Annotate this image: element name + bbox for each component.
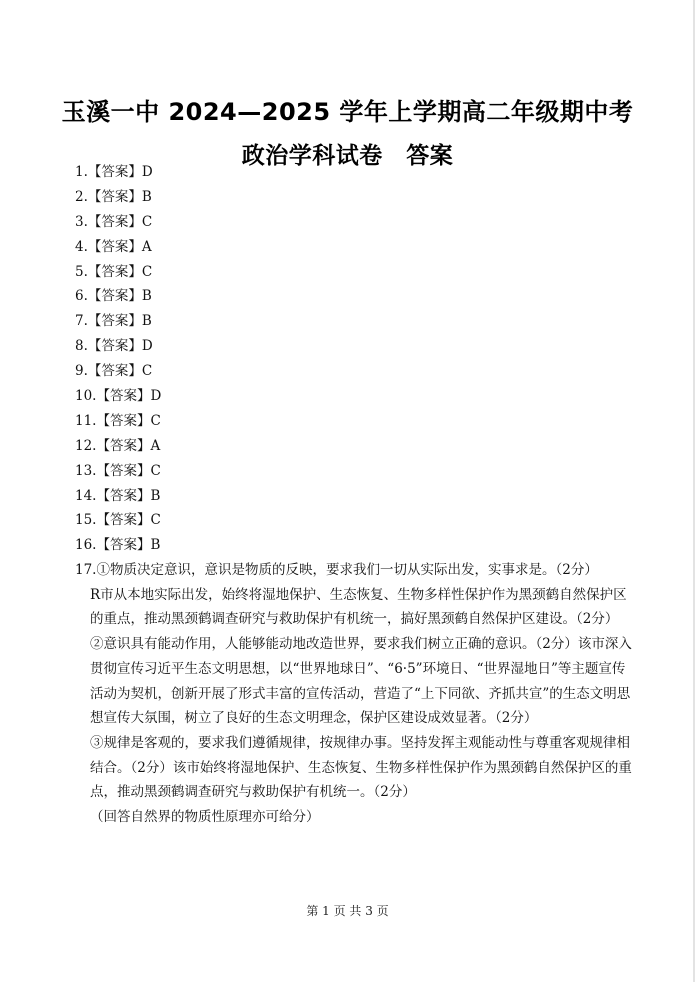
- answer-label: 【答案】: [96, 537, 151, 554]
- answer-label: 【答案】: [96, 437, 151, 454]
- answer-number: 10.: [75, 388, 97, 405]
- answer-item: [75, 459, 161, 484]
- answer-label: 【答案】: [87, 213, 142, 230]
- answer-number: 6.: [75, 288, 88, 305]
- answer-number: 1.: [75, 164, 88, 180]
- answer-list: [75, 160, 161, 558]
- answer-choice: D: [150, 388, 162, 405]
- answer-number: 13.: [75, 462, 97, 479]
- answer-number: 7.: [75, 313, 88, 330]
- answer-number: 5.: [75, 263, 88, 280]
- answer-number: 15.: [75, 512, 97, 529]
- answer-number: 14.: [75, 487, 97, 504]
- answer-label: 【答案】: [96, 388, 151, 405]
- answer-number: 11.: [75, 412, 97, 429]
- q17-point-2: ②意识具有能动作用，人能够能动地改造世界，要求我们树立正确的意识。（2分）该市深入贯彻宣传习近平生态文明思想，以“世界地球日”、“6·5”环境日、“世界湿地日”等主题宣传活动为契机，创新开展了形式丰富的宣传活动，营造了“上下同欲、齐抓共宣”的生态文明思想宣传大氛围，树立了良好的生态文明理念，保护区建设成效显著。（2分）: [90, 636, 632, 727]
- q17-point-3: ③规律是客观的，要求我们遵循规律，按规律办事。坚持发挥主观能动性与尊重客观规律相结合。（2分）该市始终将湿地保护、生态恢复、生物多样性保护作为黑颈鹤自然保护区的重点，推动黑颈鹤调查研究与救助保护有机统一。（2分）: [90, 734, 632, 801]
- answer-item: [75, 284, 161, 309]
- answer-choice: A: [141, 238, 152, 255]
- answer-choice: D: [141, 338, 153, 355]
- answer-item: [75, 508, 161, 533]
- answer-number: 8.: [75, 338, 88, 355]
- answer-label: 【答案】: [87, 188, 142, 205]
- answer-item: [75, 409, 161, 434]
- answer-item: [75, 210, 161, 235]
- answer-item: [75, 359, 161, 384]
- answer-number: 3.: [75, 213, 88, 230]
- answer-choice: D: [141, 164, 153, 180]
- answer-item: [75, 484, 161, 509]
- answer-choice: B: [141, 288, 152, 305]
- answer-choice: B: [141, 313, 152, 330]
- document-title: 玉溪一中 2024—2025 学年上学期高二年级期中考: [61, 98, 634, 127]
- answer-label: 【答案】: [87, 363, 142, 380]
- answer-number: 2.: [75, 188, 88, 205]
- answer-number: 9.: [75, 363, 88, 380]
- answer-label: 【答案】: [96, 487, 151, 504]
- answer-label: 【答案】: [96, 462, 151, 479]
- answer-item: [75, 235, 161, 260]
- answer-choice: C: [150, 462, 161, 479]
- answer-choice: C: [150, 512, 161, 529]
- answer-label: 【答案】: [87, 288, 142, 305]
- answer-item: [75, 160, 161, 185]
- q17-point-1-text: ①物质决定意识，意识是物质的反映，要求我们一切从实际出发，实事求是。（2分）: [96, 562, 598, 578]
- answer-label: 【答案】: [96, 412, 151, 429]
- answer-choice: C: [141, 363, 153, 380]
- answer-choice: B: [150, 487, 161, 504]
- answer-choice: B: [150, 537, 161, 554]
- answer-number: 4.: [75, 238, 88, 255]
- answer-label: 【答案】: [96, 512, 151, 529]
- answer-label: 【答案】: [87, 164, 142, 180]
- answer-label: 【答案】: [87, 238, 142, 255]
- answer-choice: B: [141, 188, 152, 205]
- document-subtitle: 政治学科试卷 答案: [241, 143, 454, 170]
- answer-item: [75, 309, 161, 334]
- answer-item: [75, 384, 161, 409]
- answer-label: 【答案】: [87, 313, 142, 330]
- question-17-answer: [75, 558, 635, 830]
- answer-label: 【答案】: [87, 263, 142, 280]
- answer-number: 16.: [75, 537, 97, 554]
- answer-choice: A: [150, 437, 161, 454]
- answer-item: [75, 533, 161, 558]
- q17-note: （回答自然界的物质性原理亦可给分）: [90, 809, 320, 826]
- q17-point-1: [75, 558, 635, 583]
- answer-item: [75, 434, 161, 459]
- answer-item: [75, 334, 161, 359]
- page-footer: 第 1 页 共 3 页: [306, 904, 389, 918]
- q17-number: 17.: [75, 562, 97, 578]
- answer-choice: C: [150, 412, 161, 429]
- q17-point-1-detail: R市从本地实际出发，始终将湿地保护、生态恢复、生物多样性保护作为黑颈鹤自然保护区的重点，推动黑颈鹤调查研究与救助保护有机统一，搞好黑颈鹤自然保护区建设。（2分）: [90, 586, 627, 628]
- answer-item: [75, 260, 161, 285]
- answer-number: 12.: [75, 437, 97, 454]
- answer-choice: C: [141, 263, 153, 280]
- answer-choice: C: [141, 213, 153, 230]
- answer-label: 【答案】: [87, 338, 142, 355]
- answer-item: [75, 185, 161, 210]
